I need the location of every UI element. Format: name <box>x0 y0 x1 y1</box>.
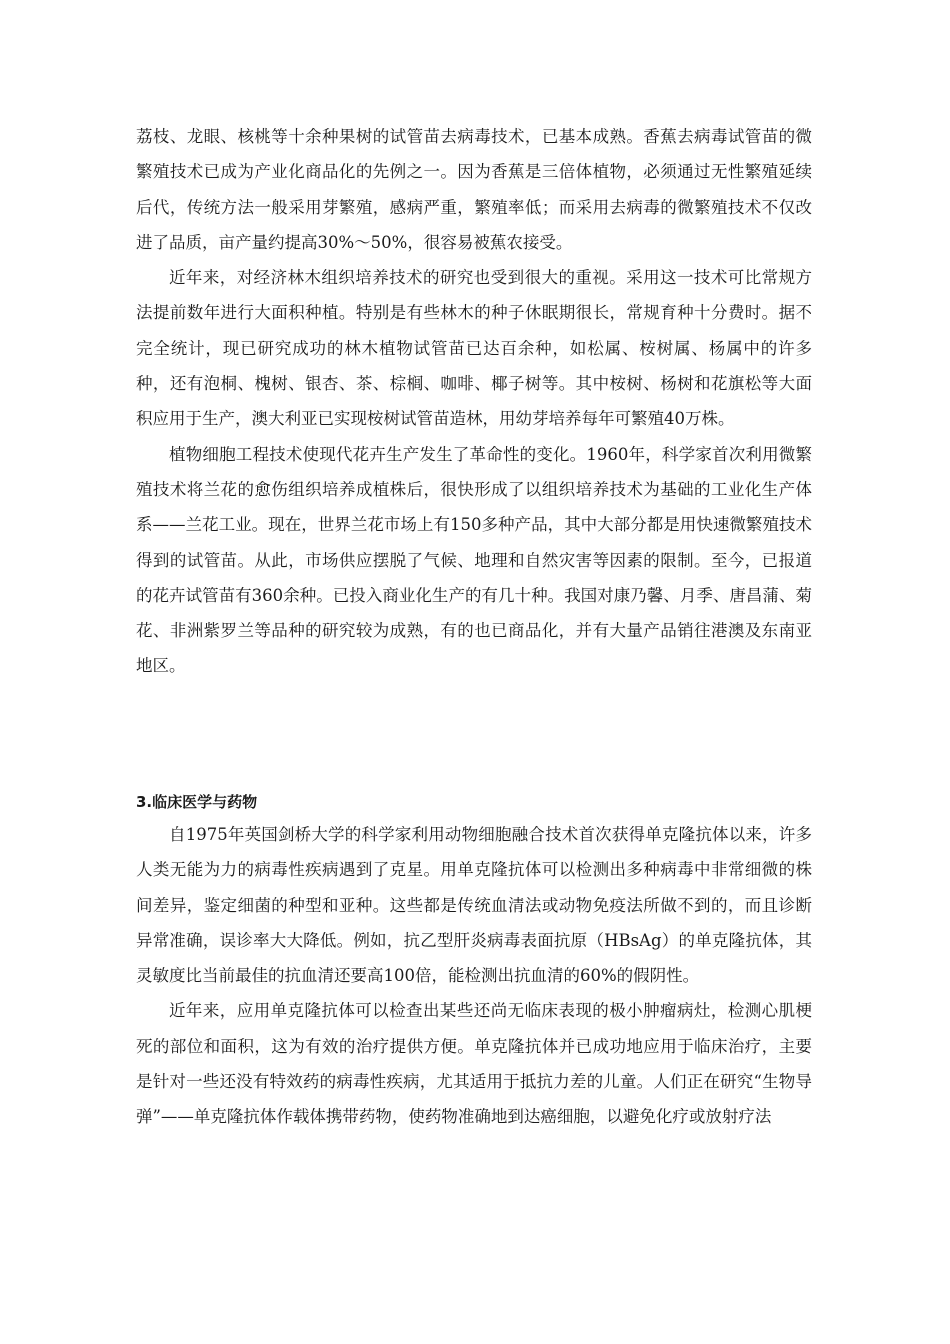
paragraph-fruit-tree-virus-free: 荔枝、龙眼、核桃等十余种果树的试管苗去病毒技术，已基本成熟。香蕉去病毒试管苗的微繁殖技术已成为产业化商品化的先例之一。因为香蕉是三倍体植物，必须通过无性繁殖延续后代，传统方法一般采用芽繁殖，感病严重，繁殖率低；而采用去病毒的微繁殖技术不仅改进了品质，亩产量约提高30%～50%，很容易被蕉农接受。 <box>136 127 812 252</box>
body-text-before-heading <box>136 119 812 684</box>
paragraph-monoclonal-antibody-diagnosis: 自1975年英国剑桥大学的科学家利用动物细胞融合技术首次获得单克隆抗体以来，许多人类无能为力的病毒性疾病遇到了克星。用单克隆抗体可以检测出多种病毒中非常细微的株间差异，鉴定细菌的种型和亚种。这些都是传统血清法或动物免疫法所做不到的，而且诊断异常准确，误诊率大大降低。例如，抗乙型肝炎病毒表面抗原（HBsAg）的单克隆抗体，其灵敏度比当前最佳的抗血清还要高100倍，能检测出抗血清的60%的假阴性。 <box>136 825 812 986</box>
paragraph-monoclonal-antibody-therapy: 近年来，应用单克隆抗体可以检查出某些还尚无临床表现的极小肿瘤病灶，检测心肌梗死的部位和面积，这为有效的治疗提供方便。单克隆抗体并已成功地应用于临床治疗，主要是针对一些还没有特效药的病毒性疾病，尤其适用于抵抗力差的儿童。人们正在研究“生物导弹”——单克隆抗体作载体携带药物，使药物准确地到达癌细胞，以避免化疗或放射疗法 <box>136 1001 812 1127</box>
section-heading-clinical-medicine: 3.临床医学与药物 <box>136 793 258 811</box>
paragraph-forest-tissue-culture: 近年来，对经济林木组织培养技术的研究也受到很大的重视。采用这一技术可比常规方法提前数年进行大面积种植。特别是有些林木的种子休眠期很长，常规育种十分费时。据不完全统计，现已研究成功的林木植物试管苗已达百余种，如松属、桉树属、杨属中的许多种，还有泡桐、槐树、银杏、茶、棕榈、咖啡、椰子树等。其中桉树、杨树和花旗松等大面积应用于生产，澳大利亚已实现桉树试管苗造林，用幼芽培养每年可繁殖40万株。 <box>136 268 812 429</box>
body-text-after-heading <box>136 817 812 1135</box>
paragraph-flower-production: 植物细胞工程技术使现代花卉生产发生了革命性的变化。1960年，科学家首次利用微繁殖技术将兰花的愈伤组织培养成植株后，很快形成了以组织培养技术为基础的工业化生产体系——兰花工业。现在，世界兰花市场上有150多种产品，其中大部分都是用快速微繁殖技术得到的试管苗。从此，市场供应摆脱了气候、地理和自然灾害等因素的限制。至今，已报道的花卉试管苗有360余种。已投入商业化生产的有几十种。我国对康乃馨、月季、唐昌蒲、菊花、非洲紫罗兰等品种的研究较为成熟，有的也已商品化，并有大量产品销往港澳及东南亚地区。 <box>136 444 812 676</box>
